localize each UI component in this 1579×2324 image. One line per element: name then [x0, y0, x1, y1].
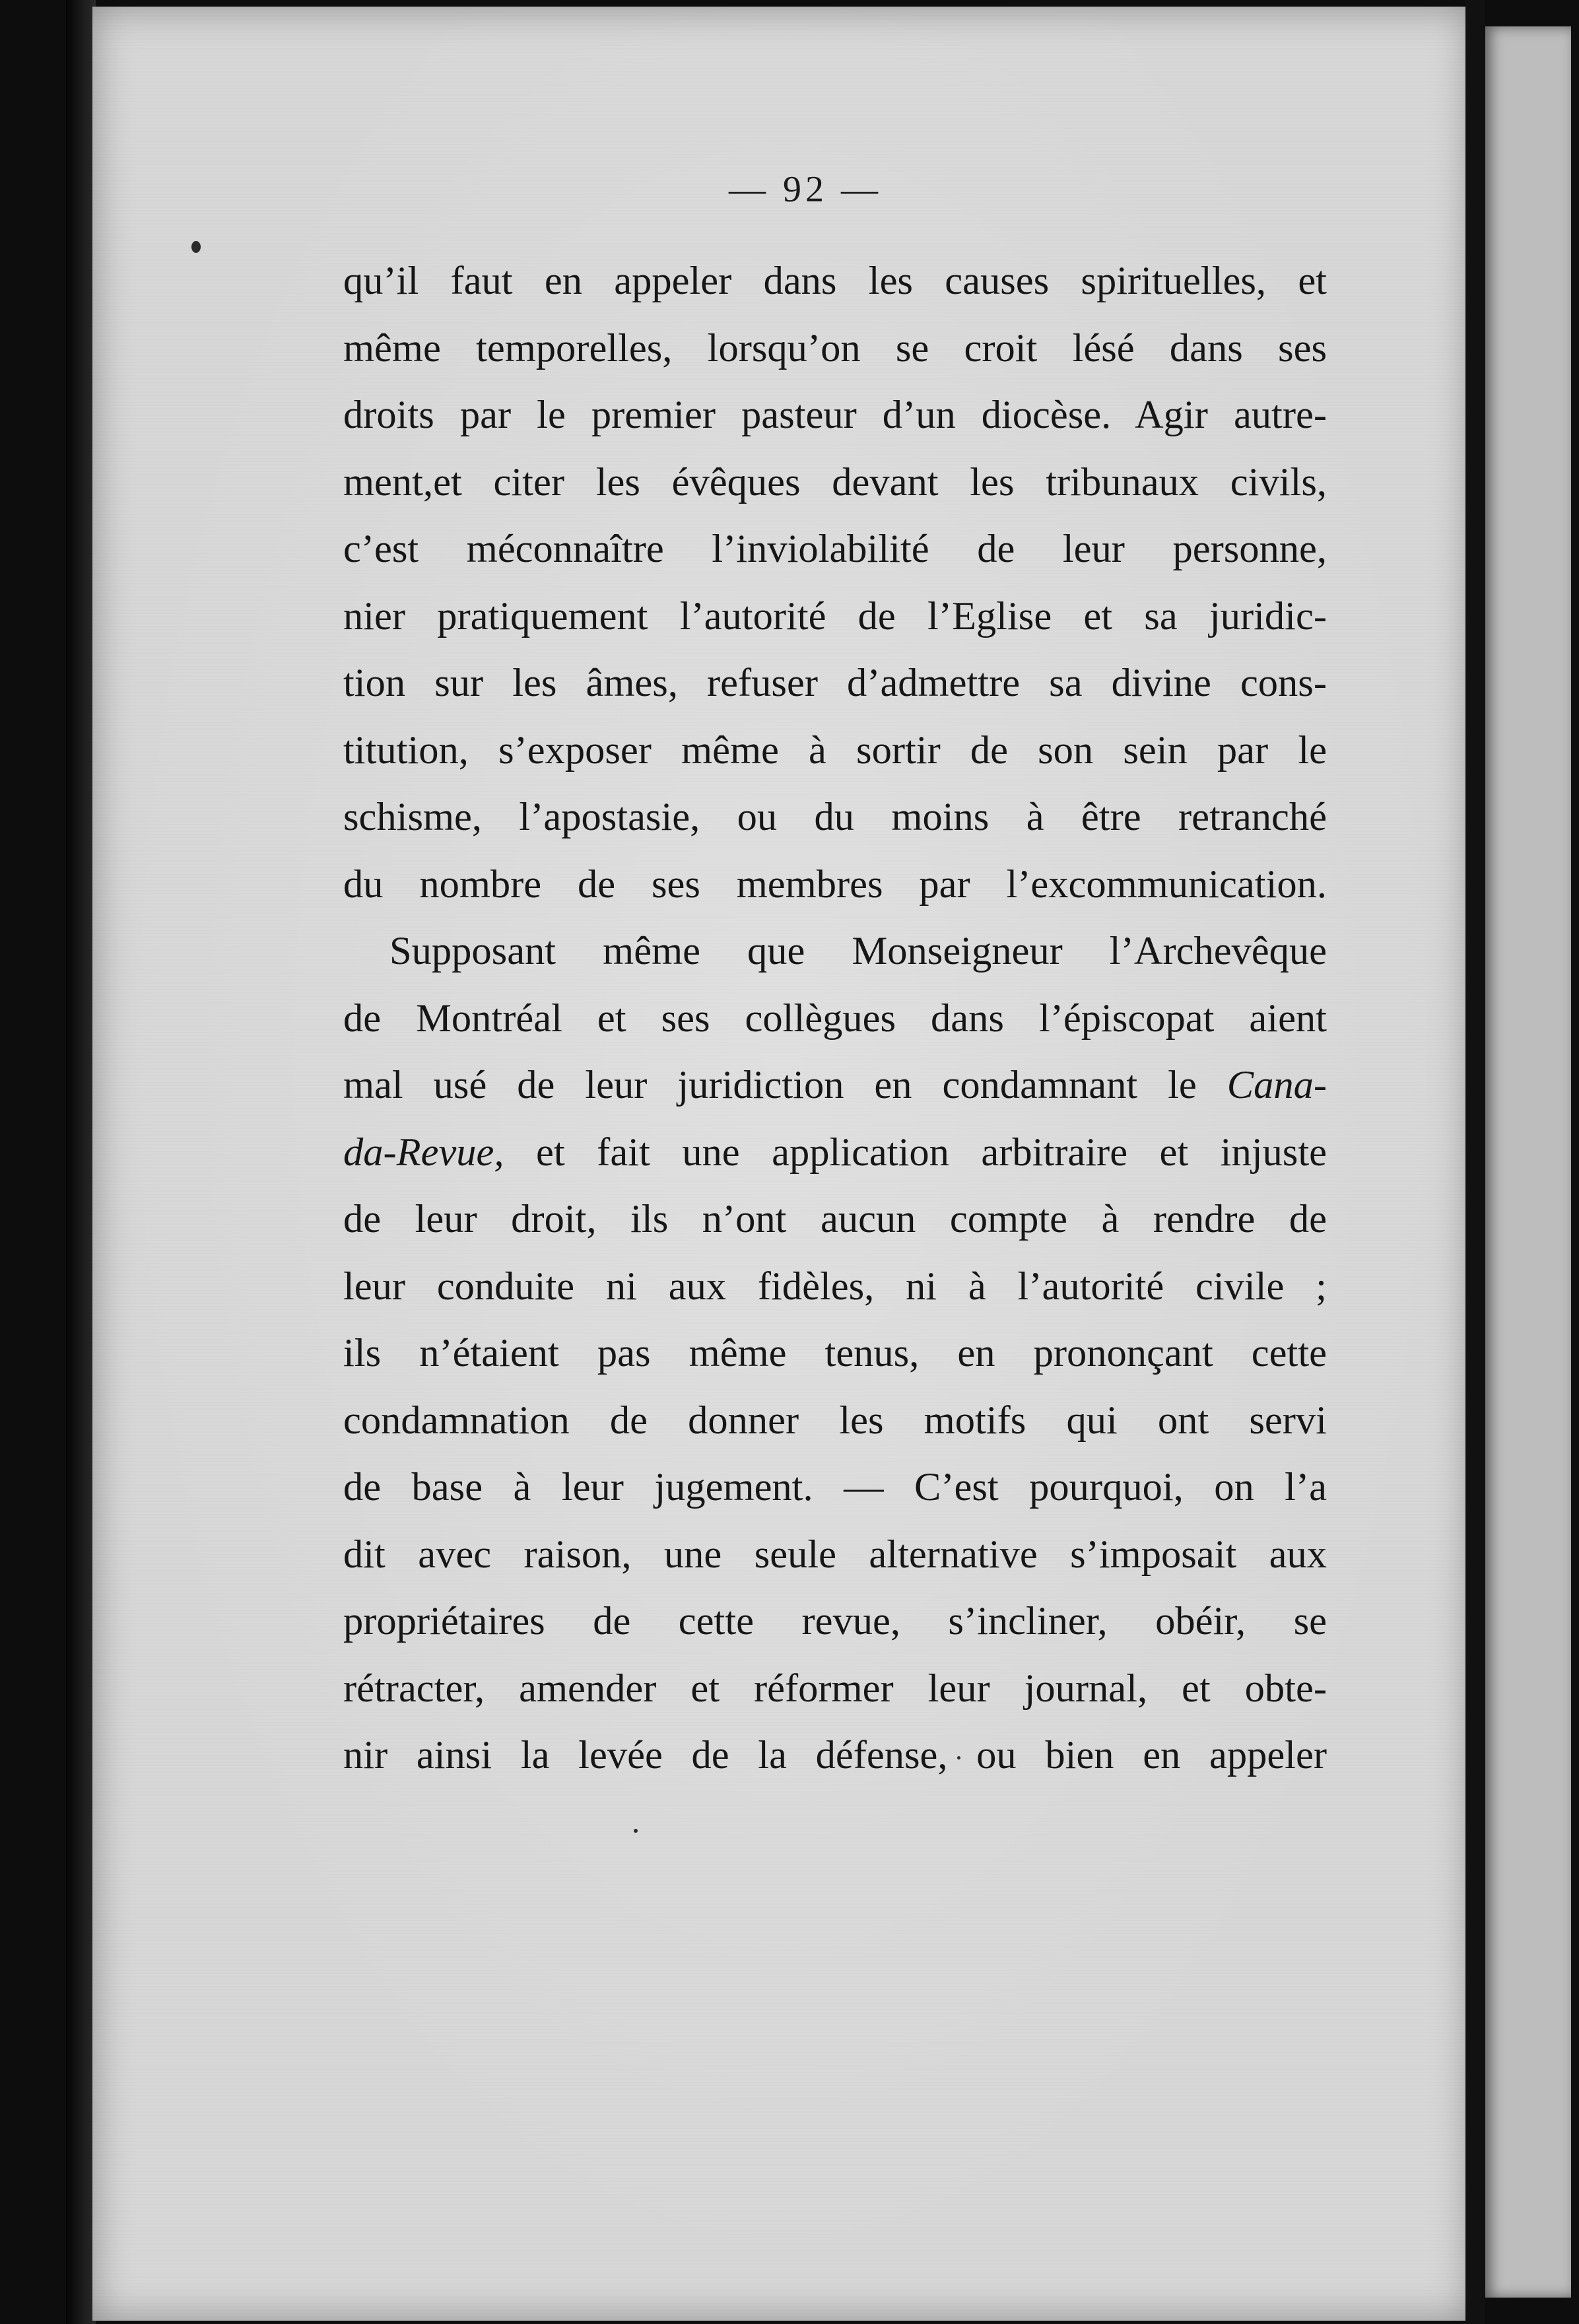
italic-title-fragment: da-Revue,	[343, 1130, 504, 1175]
text-line: qu’il faut en appeler dans les causes spirituelles, et	[343, 259, 1327, 303]
text-line	[343, 1119, 1327, 1186]
text-line: de base à leur jugement. — C’est pourquoi, on l’a	[343, 1465, 1327, 1509]
text-line	[343, 1052, 1327, 1119]
text-line: dit avec raison, une seule alternative s’imposait aux	[343, 1532, 1327, 1577]
adjacent-page-edge	[1485, 26, 1571, 2298]
text-line: ment,et citer les évêques devant les tribunaux civils,	[343, 460, 1327, 504]
text-line: condamnation de donner les motifs qui ont servi	[343, 1398, 1327, 1443]
ink-speck	[634, 1829, 638, 1833]
text-line: ils n’étaient pas même tenus, en prononçant cette	[343, 1331, 1327, 1375]
paragraph-1	[343, 248, 1327, 918]
text-line: schisme, l’apostasie, ou du moins à être retranché	[343, 795, 1327, 839]
ink-speck	[191, 241, 201, 253]
text-fragment: et fait une application arbitraire et injuste	[504, 1130, 1327, 1175]
body-text	[343, 248, 1327, 1789]
text-line: propriétaires de cette revue, s’incliner, obéir, se	[343, 1599, 1327, 1643]
text-line: nier pratiquement l’autorité de l’Eglise et sa juridic-	[343, 594, 1327, 638]
text-line: même temporelles, lorsqu’on se croit lésé dans ses	[343, 325, 1327, 370]
text-line: du nombre de ses membres par l’excommunication.	[343, 862, 1327, 906]
text-line: droits par le premier pasteur d’un diocèse. Agir autre-	[343, 393, 1327, 437]
text-line: titution, s’exposer même à sortir de son sein par le	[343, 728, 1327, 772]
text-line: c’est méconnaître l’inviolabilité de leur personne,	[343, 527, 1327, 571]
paragraph-2	[343, 918, 1327, 1789]
text-fragment: mal usé de leur juridiction en condamnant le	[343, 1063, 1197, 1107]
scan-left-border	[66, 0, 96, 2324]
italic-title-fragment: Cana-	[1226, 1063, 1327, 1107]
page-gutter	[1465, 0, 1485, 2324]
text-line: rétracter, amender et réformer leur journal, et obte-	[343, 1666, 1327, 1711]
text-line: Supposant même que Monseigneur l’Archevêque	[389, 929, 1327, 973]
text-line: leur conduite ni aux fidèles, ni à l’autorité civile ;	[343, 1264, 1327, 1309]
text-line: nir ainsi la levée de la défense, ou bien en appeler	[343, 1733, 1327, 1777]
text-line: tion sur les âmes, refuser d’admettre sa divine cons-	[343, 661, 1327, 705]
text-line: de leur droit, ils n’ont aucun compte à rendre de	[343, 1197, 1327, 1241]
text-line: de Montréal et ses collègues dans l’épiscopat aient	[343, 996, 1327, 1041]
page-number: — 92 —	[729, 169, 882, 210]
